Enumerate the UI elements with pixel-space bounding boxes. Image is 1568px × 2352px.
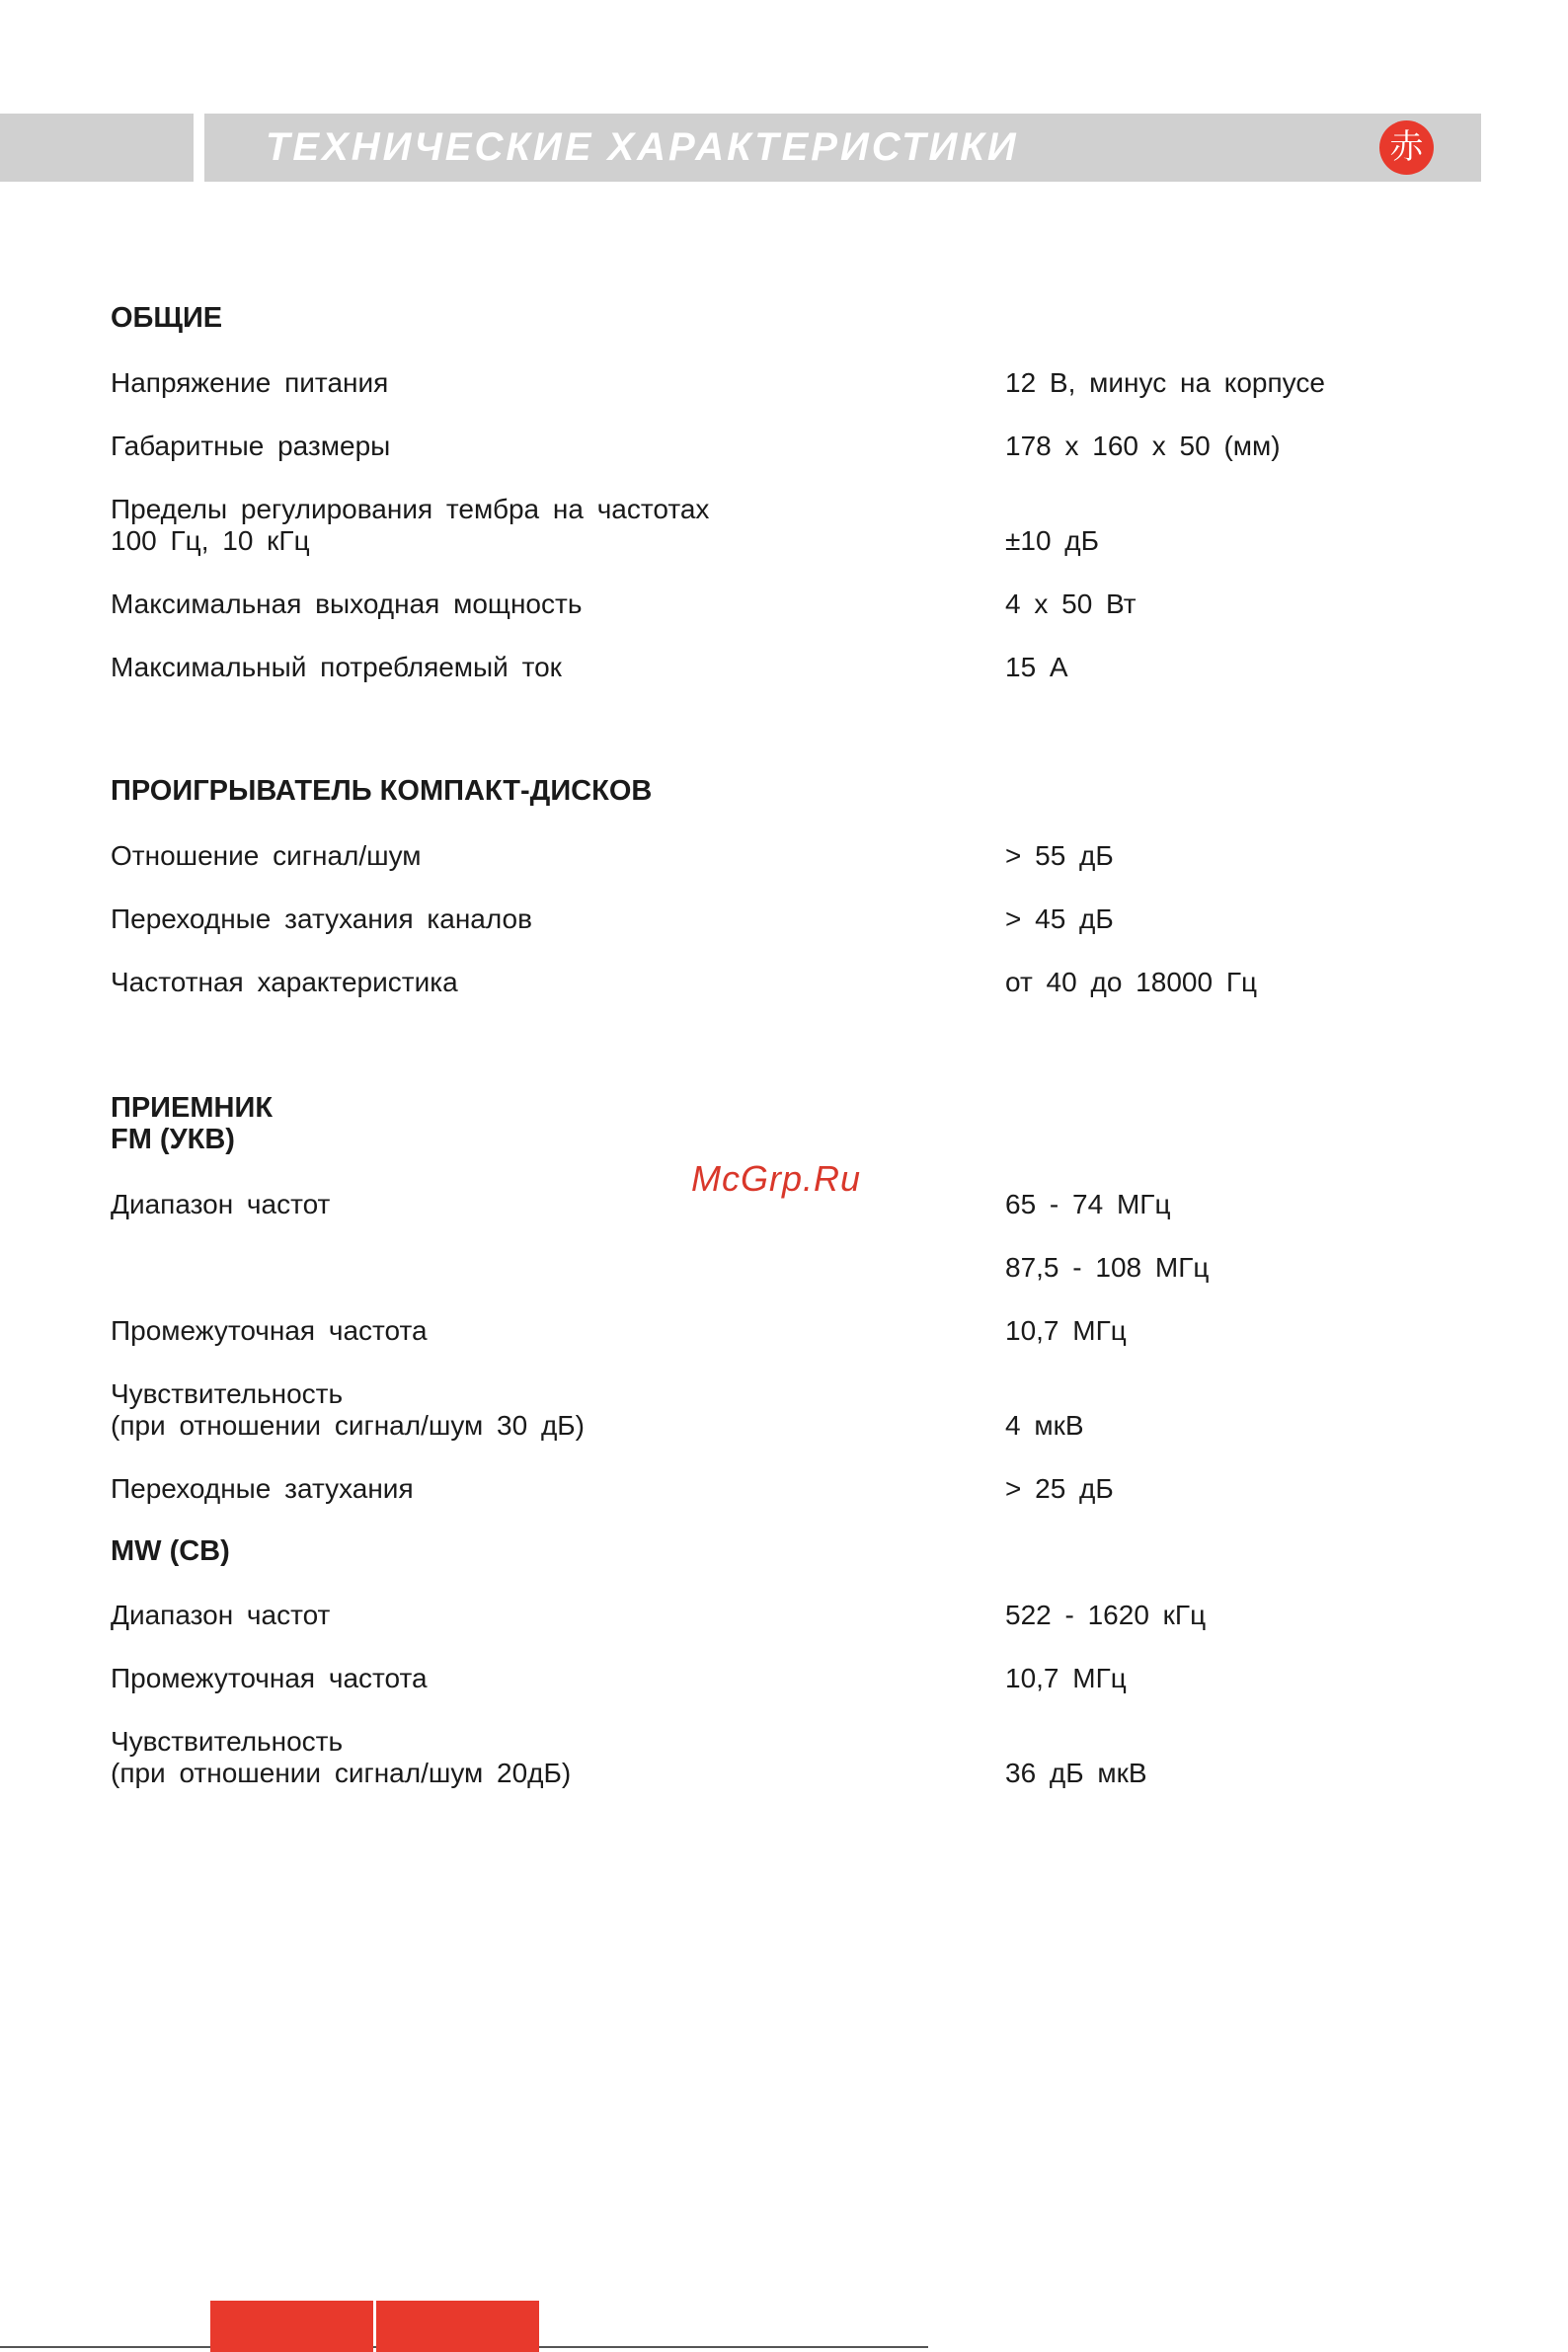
spec-value-mw-if: 10,7 МГц (1005, 1663, 1127, 1693)
spec-value-fm-sensitivity: 4 мкВ (1005, 1410, 1084, 1441)
spec-value-cd-snr: > 55 дБ (1005, 840, 1114, 871)
spec-value-fm-frequency-range-1: 65 - 74 МГц (1005, 1189, 1171, 1219)
spec-label-fm-if: Промежуточная частота (111, 1315, 428, 1346)
spec-value-max-output-power: 4 x 50 Вт (1005, 588, 1137, 619)
header-bar (204, 114, 1481, 182)
spec-label-fm-frequency-range: Диапазон частот (111, 1189, 331, 1219)
spec-value-cd-frequency-response: от 40 до 18000 Гц (1005, 967, 1258, 997)
spec-label-dimensions: Габаритные размеры (111, 431, 391, 461)
spec-label-cd-frequency-response: Частотная характеристика (111, 967, 458, 997)
spec-value-dimensions: 178 x 160 x 50 (мм) (1005, 431, 1281, 461)
spec-label-fm-sensitivity-line2: (при отношении сигнал/шум 30 дБ) (111, 1410, 585, 1441)
spec-value-cd-crosstalk: > 45 дБ (1005, 903, 1114, 934)
spec-value-fm-crosstalk: > 25 дБ (1005, 1473, 1114, 1504)
spec-value-fm-frequency-range-2: 87,5 - 108 МГц (1005, 1252, 1210, 1283)
spec-label-fm-crosstalk: Переходные затухания (111, 1473, 414, 1504)
bottom-red-block-right (376, 2301, 539, 2352)
spec-value-fm-if: 10,7 МГц (1005, 1315, 1127, 1346)
spec-label-mw-sensitivity-line2: (при отношении сигнал/шум 20дБ) (111, 1758, 572, 1788)
header-left-bar (0, 114, 194, 182)
spec-value-tone-range: ±10 дБ (1005, 525, 1100, 556)
spec-label-max-current: Максимальный потребляемый ток (111, 652, 562, 682)
watermark: McGrp.Ru (691, 1158, 862, 1199)
section-title-general: ОБЩИЕ (111, 302, 223, 334)
subsection-title-mw: MW (СВ) (111, 1535, 230, 1567)
bottom-red-block-left (210, 2301, 373, 2352)
spec-label-max-output-power: Максимальная выходная мощность (111, 588, 583, 619)
spec-value-mw-sensitivity: 36 дБ мкВ (1005, 1758, 1147, 1788)
subsection-title-fm: FM (УКВ) (111, 1124, 235, 1155)
spec-label-tone-range: Пределы регулирования тембра на частотах (111, 494, 710, 524)
page-title: ТЕХНИЧЕСКИЕ ХАРАКТЕРИСТИКИ (266, 125, 1019, 169)
spec-label-cd-crosstalk: Переходные затухания каналов (111, 903, 532, 934)
spec-label-fm-sensitivity: Чувствительность (111, 1378, 344, 1409)
spec-value-mw-frequency-range: 522 - 1620 кГц (1005, 1600, 1207, 1630)
spec-value-supply-voltage: 12 В, минус на корпусе (1005, 367, 1325, 398)
spec-label-mw-if: Промежуточная частота (111, 1663, 428, 1693)
spec-label-supply-voltage: Напряжение питания (111, 367, 389, 398)
spec-label-mw-frequency-range: Диапазон частот (111, 1600, 331, 1630)
spec-label-cd-snr: Отношение сигнал/шум (111, 840, 422, 871)
section-title-receiver: ПРИЕМНИК (111, 1092, 274, 1124)
brand-logo-icon: 赤 (1379, 120, 1434, 175)
spec-value-max-current: 15 А (1005, 652, 1068, 682)
spec-label-tone-range-line2: 100 Гц, 10 кГц (111, 525, 310, 556)
section-title-cd-player: ПРОИГРЫВАТЕЛЬ КОМПАКТ-ДИСКОВ (111, 775, 653, 807)
spec-label-mw-sensitivity: Чувствительность (111, 1726, 344, 1757)
